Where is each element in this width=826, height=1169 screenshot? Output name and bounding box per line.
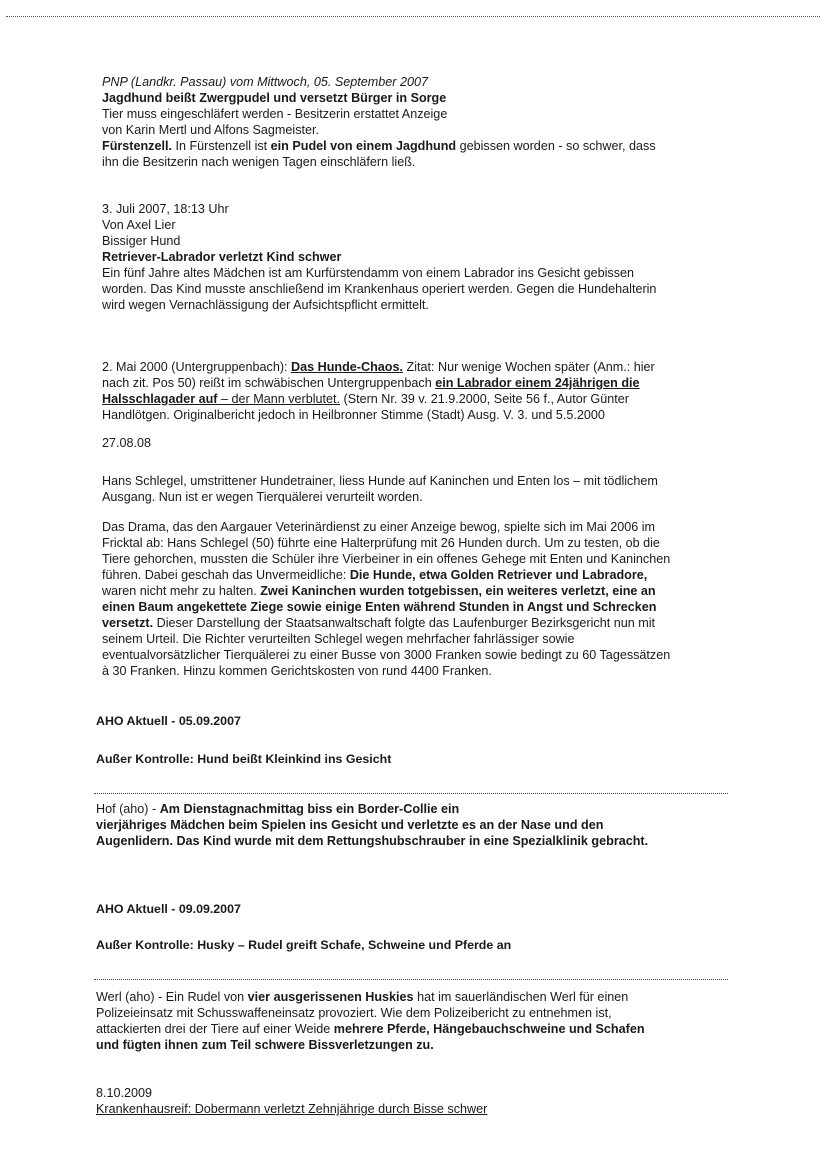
article-body-line: Ausgang. Nun ist er wegen Tierquälerei verurteilt worden. (102, 490, 423, 504)
article-schlegel-intro (102, 473, 732, 505)
article-body-line: ihn die Besitzerin nach wenigen Tagen einschläfern ließ. (102, 155, 416, 169)
article-schlegel-body (102, 519, 732, 679)
article-body-line (102, 599, 732, 615)
article-dobermann (96, 1085, 736, 1117)
body-bold: Zwei Kaninchen wurden totgebissen, ein weiteres verletzt, eine an (260, 584, 656, 598)
article-date: 3. Juli 2007, 18:13 Uhr (102, 202, 229, 216)
body-bold: mehrere Pferde, Hängebauchschweine und Schafen (333, 1022, 645, 1036)
body-bold: einen Baum angekettete Ziege sowie einige Enten während Stunden in Angst und Schrecken (102, 600, 657, 614)
article-body-line: worden. Das Kind musste anschließend im Krankenhaus operiert werden. Gegen die Hundehalterin (102, 282, 657, 296)
body-text: führen. Dabei geschah das Unvermeidliche: (102, 568, 350, 582)
body-text: Hof (aho) - (96, 802, 160, 816)
body-bold: Halsschlagader auf (102, 392, 218, 406)
article-authors: von Karin Mertl und Alfons Sagmeister. (102, 123, 320, 137)
article-body-line (96, 989, 736, 1005)
article-date: 27.08.08 (102, 436, 152, 450)
article-body-line: wird wegen Vernachlässigung der Aufsichtspflicht ermittelt. (102, 298, 429, 312)
article-headline: Jagdhund beißt Zwergpudel und versetzt Bürger in Sorge (102, 91, 447, 105)
body-text: Dieser Darstellung der Staatsanwaltschaft folgte das Laufenburger Bezirksgericht nun mit (153, 616, 656, 630)
top-dotted-rule (6, 16, 820, 17)
article-headline: Retriever-Labrador verletzt Kind schwer (102, 250, 342, 264)
article-body-line (96, 833, 736, 849)
article-body-line: Tiere gehorchen, mussten die Schüler ihre Vierbeiner in ein offenes Gehege mit Enten und Kaninchen (102, 552, 671, 566)
article-body-line: seinem Urteil. Die Richter verurteilten Schlegel wegen mehrfacher fahrlässiger sowie (102, 632, 575, 646)
article-body-line: Fricktal ab: Hans Schlegel (50) führte eine Halterprüfung mit 26 Hunden durch. Um zu testen, ob die (102, 536, 660, 550)
article-body-line (96, 801, 736, 817)
article-body-line (96, 1037, 736, 1053)
article-pnp (102, 74, 732, 170)
dotted-divider (94, 793, 728, 794)
article-headline-link: Krankenhausreif: Dobermann verletzt Zehnjährige durch Bisse schwer (96, 1102, 488, 1116)
article-title: Das Hunde-Chaos. (291, 360, 403, 374)
body-text: hat im sauerländischen Werl für einen (413, 990, 629, 1004)
body-text: gebissen worden - so schwer, dass (456, 139, 656, 153)
article-schlegel-date (102, 435, 732, 451)
article-author: Von Axel Lier (102, 218, 176, 232)
article-body-line (102, 391, 732, 407)
article-date: 2. Mai 2000 (Untergruppenbach): (102, 360, 288, 374)
article-subline: Tier muss eingeschläfert werden - Besitzerin erstattet Anzeige (102, 107, 448, 121)
body-bold: vier ausgerissenen Huskies (247, 990, 414, 1004)
body-text: waren nicht mehr zu halten. (102, 584, 261, 598)
article-body-line (96, 1021, 736, 1037)
body-bold: Die Hunde, etwa Golden Retriever und Labradore, (349, 568, 648, 582)
article-body-line (102, 359, 732, 375)
article-body-line: Hans Schlegel, umstrittener Hundetrainer, liess Hunde auf Kaninchen und Enten los – mit tödlichem (102, 474, 658, 488)
article-body-line (102, 375, 732, 391)
citation: (Stern Nr. 39 v. 21.9.2000, Seite 56 f., Autor Günter (340, 392, 629, 406)
article-border-collie (96, 801, 736, 849)
body-bold: Am Dienstagnachmittag biss ein Border-Collie ein (159, 802, 460, 816)
article-source: PNP (Landkr. Passau) vom Mittwoch, 05. September 2007 (102, 75, 428, 89)
aho-header: AHO Aktuell - 05.09.2007 (96, 714, 241, 728)
body-bold: ein Labrador einem 24jährigen die (435, 376, 640, 390)
body-bold: und fügten ihnen zum Teil schwere Bissverletzungen zu. (96, 1038, 434, 1052)
body-text: In Fürstenzell ist (171, 139, 271, 153)
article-body-line: Handlötgen. Originalbericht jedoch in Heilbronner Stimme (Stadt) Ausg. V. 3. und 5.5.2000 (102, 408, 605, 422)
body-bold: versetzt. (102, 616, 154, 630)
aho-headline: Außer Kontrolle: Hund beißt Kleinkind ins Gesicht (96, 752, 392, 766)
article-body-line: Das Drama, das den Aargauer Veterinärdienst zu einer Anzeige bewog, spielte sich im Mai 2006 im (102, 520, 656, 534)
body-bold: vierjähriges Mädchen beim Spielen ins Gesicht und verletzte es an der Nase und den (96, 818, 604, 832)
article-body-line: à 30 Franken. Hinzu kommen Gerichtskosten von rund 4400 Franken. (102, 664, 492, 678)
article-body-line: Polizeieinsatz mit Schusswaffeneinsatz provoziert. Wie dem Polizeibericht zu entnehmen ist, (96, 1006, 612, 1020)
aho-header: AHO Aktuell - 09.09.2007 (96, 902, 241, 916)
body-text: nach zit. Pos 50) reißt im schwäbischen Untergruppenbach (102, 376, 436, 390)
article-date: 8.10.2009 (96, 1086, 153, 1100)
article-topic: Bissiger Hund (102, 234, 181, 248)
body-text: – der Mann verblutet. (217, 392, 341, 406)
body-bold: ein Pudel von einem Jagdhund (270, 139, 457, 153)
article-body-line (102, 583, 732, 599)
article-retriever (102, 201, 732, 313)
body-text: attackierten drei der Tiere auf einer Weide (96, 1022, 334, 1036)
article-body-line (102, 615, 732, 631)
place-name: Fürstenzell. (102, 139, 172, 153)
article-body (102, 138, 732, 154)
article-body-line (102, 567, 732, 583)
body-bold: Augenlidern. Das Kind wurde mit dem Rettungshubschrauber in eine Spezialklinik gebracht. (96, 834, 649, 848)
article-hunde-chaos (102, 359, 732, 423)
body-text: Zitat: Nur wenige Wochen später (Anm.: hier (403, 360, 655, 374)
body-text: Werl (aho) - Ein Rudel von (96, 990, 248, 1004)
aho-headline: Außer Kontrolle: Husky – Rudel greift Schafe, Schweine und Pferde an (96, 938, 512, 952)
article-husky (96, 989, 736, 1053)
dotted-divider (94, 979, 728, 980)
article-body-line: Ein fünf Jahre altes Mädchen ist am Kurfürstendamm von einem Labrador ins Gesicht gebissen (102, 266, 635, 280)
article-body-line (96, 817, 736, 833)
article-body-line: eventualvorsätzlicher Tierquälerei zu einer Busse von 3000 Franken sowie bedingt zu 60 Tagessätzen (102, 648, 671, 662)
